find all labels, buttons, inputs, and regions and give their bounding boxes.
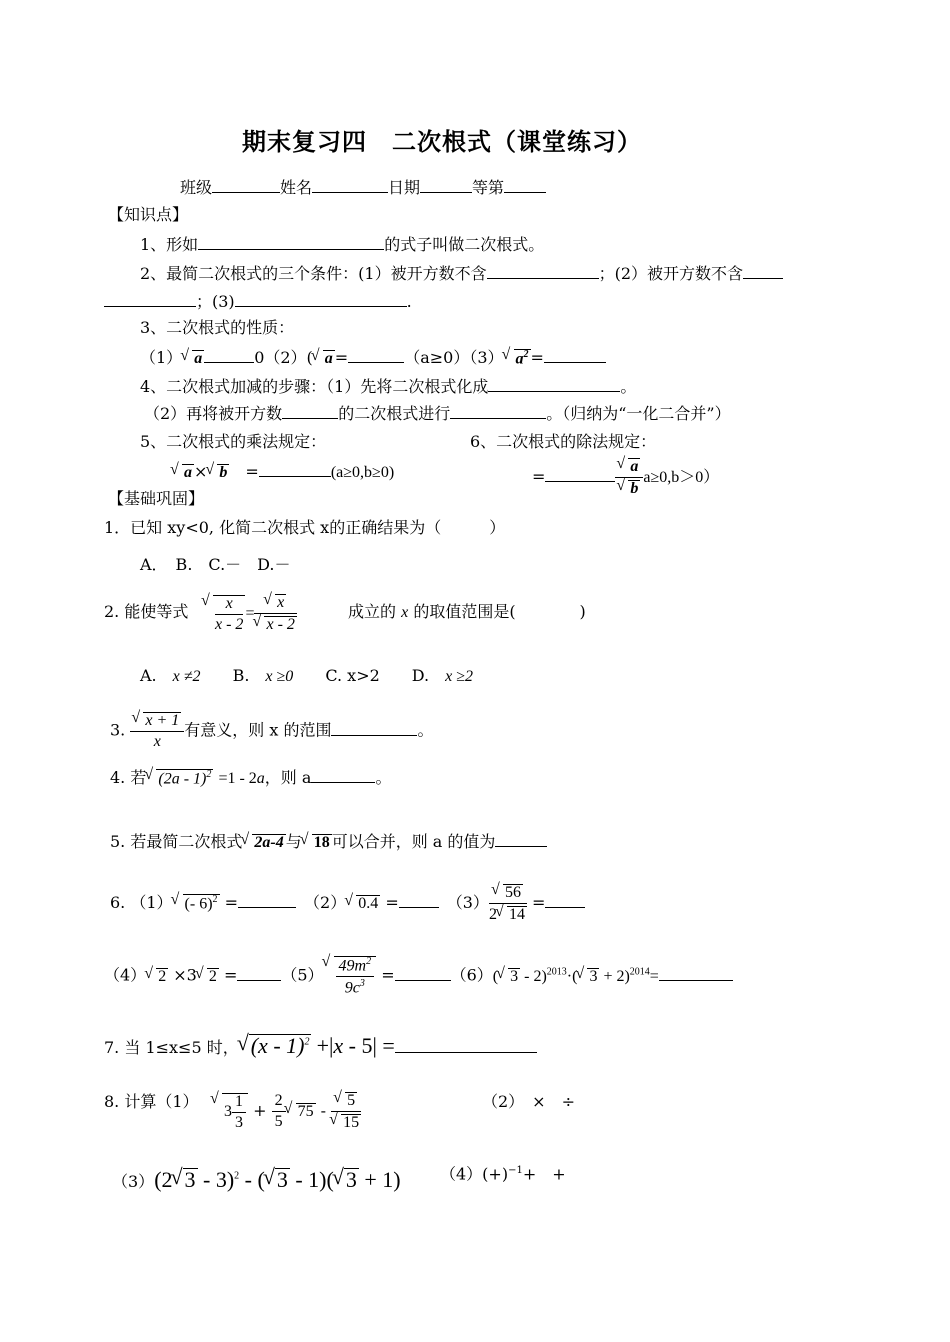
question-2-options: A. x ≠2 B. x ≥0 C. x>2 D. x ≥2 [140, 666, 474, 685]
knowledge-item-6: 6、二次根式的除法规定： [470, 432, 657, 451]
question-8-4: $(4)(+)^{-1}+$ + [440, 1164, 566, 1184]
blank[interactable] [104, 292, 196, 307]
blank[interactable] [544, 348, 606, 363]
page-title: 期末复习四 二次根式（课堂练习） [242, 128, 642, 156]
question-4: 4. 若√ (2a - 1)$^2$ =1 - 2a，则 a 。 [110, 768, 391, 787]
blank[interactable] [395, 1038, 537, 1053]
header-fields [180, 178, 546, 196]
knowledge-item-3: 3、二次根式的性质： [140, 318, 295, 337]
question-2-equation: √ $\frac{x}{x - 2}$ = √ x √ x - 2 [203, 594, 297, 633]
date-label: 日期 [388, 178, 421, 197]
blank[interactable] [235, 292, 407, 307]
blank[interactable] [450, 404, 546, 419]
question-6-row-2: （4）√ 2 ×3√ 2 = （5） √ $\frac{49m^2}{9c^3}$ = （6）(√ 3 - 2)$^{2013}$·(√ 3 + 2)$^{2014}$= [104, 956, 733, 997]
question-2-lead: 2. 能使等式 [104, 602, 189, 621]
blank[interactable] [743, 264, 783, 279]
blank[interactable] [331, 721, 417, 736]
knowledge-heading: 【知识点】 [108, 205, 189, 224]
question-8-2: （2） × ÷ [482, 1092, 575, 1111]
grade-label: 等第 [472, 178, 505, 197]
question-8-3: （3）(2√ 3 - 3)$^2$ - (√ 3 - 1)(√ 3 + 1) [112, 1168, 401, 1191]
blank[interactable] [348, 348, 404, 363]
division-rule: = √ a √ b a≥0,b＞0） [532, 458, 719, 497]
question-1: 1．已知 xy<0, 化简二次根式 x的正确结果为（ ） [104, 518, 506, 537]
blank[interactable] [545, 467, 615, 482]
name-label: 姓名 [280, 178, 313, 197]
blank[interactable] [395, 966, 451, 981]
class-label: 班级 [180, 178, 213, 197]
blank[interactable] [204, 348, 254, 363]
knowledge-item-5: 5、二次根式的乘法规定： [140, 432, 327, 451]
basics-heading: 【基础巩固】 [108, 489, 205, 508]
knowledge-item-2-cont: ；(3) . [104, 292, 412, 310]
question-3: 3. √ $\frac{x + 1}{x}$ 有意义，则 x 的范围 。 [110, 712, 433, 750]
grade-blank[interactable] [504, 178, 546, 193]
blank[interactable] [487, 264, 599, 279]
knowledge-item-1: 1、形如 的式子叫做二次根式。 [140, 235, 545, 254]
knowledge-item-4-cont: （2）再将被开方数 的二次根式进行 。（归纳为“一化二合并”） [144, 404, 731, 423]
blank[interactable] [259, 462, 331, 477]
blank[interactable] [495, 832, 547, 847]
name-blank[interactable] [312, 178, 388, 193]
question-2-mid: 成立的 x 的取值范围是( ) [348, 602, 586, 621]
knowledge-item-4: 4、二次根式加减的步骤：（1）先将二次根式化成 。 [140, 377, 637, 396]
question-1-options: A． B. C.－ D.－ [140, 555, 291, 574]
knowledge-item-2: 2、最简二次根式的三个条件：(1）被开方数不含 ；(2）被开方数不含 [140, 264, 783, 282]
blank[interactable] [198, 235, 384, 250]
question-8-1-expression: √ 3 $\frac{1}{3}$ + $\frac{2}{5}$ √ 75 - √ 5 √ 15 [212, 1092, 361, 1131]
blank[interactable] [237, 966, 281, 981]
question-5: 5. 若最简二次根式√ 2a-4 与√ 18 可以合并，则 a 的值为 [110, 832, 547, 851]
blank[interactable] [545, 893, 585, 908]
blank[interactable] [399, 893, 439, 908]
question-8-1-label: 8. 计算（1） [104, 1092, 199, 1111]
blank[interactable] [488, 377, 620, 392]
question-7: 7. 当 1≤x≤5 时，√ (x - 1)$^2$ +|x - 5| = [104, 1034, 537, 1057]
knowledge-item-3-properties: （1）√ a 0（2）(√ a = （a≥0）（3）√ $a^2$ = [140, 348, 606, 367]
blank[interactable] [238, 893, 296, 908]
date-blank[interactable] [420, 178, 472, 193]
blank[interactable] [659, 966, 733, 981]
multiplication-rule: √ a ×√ b = (a≥0,b≥0) [172, 462, 394, 481]
question-6-row-1: 6. （1）√ (- 6)$^2$ = （2）√ 0.4 = （3） √ $\frac{56}{2√ 14}$ = [110, 884, 585, 923]
blank[interactable] [282, 404, 338, 419]
blank[interactable] [311, 768, 375, 783]
class-blank[interactable] [212, 178, 280, 193]
